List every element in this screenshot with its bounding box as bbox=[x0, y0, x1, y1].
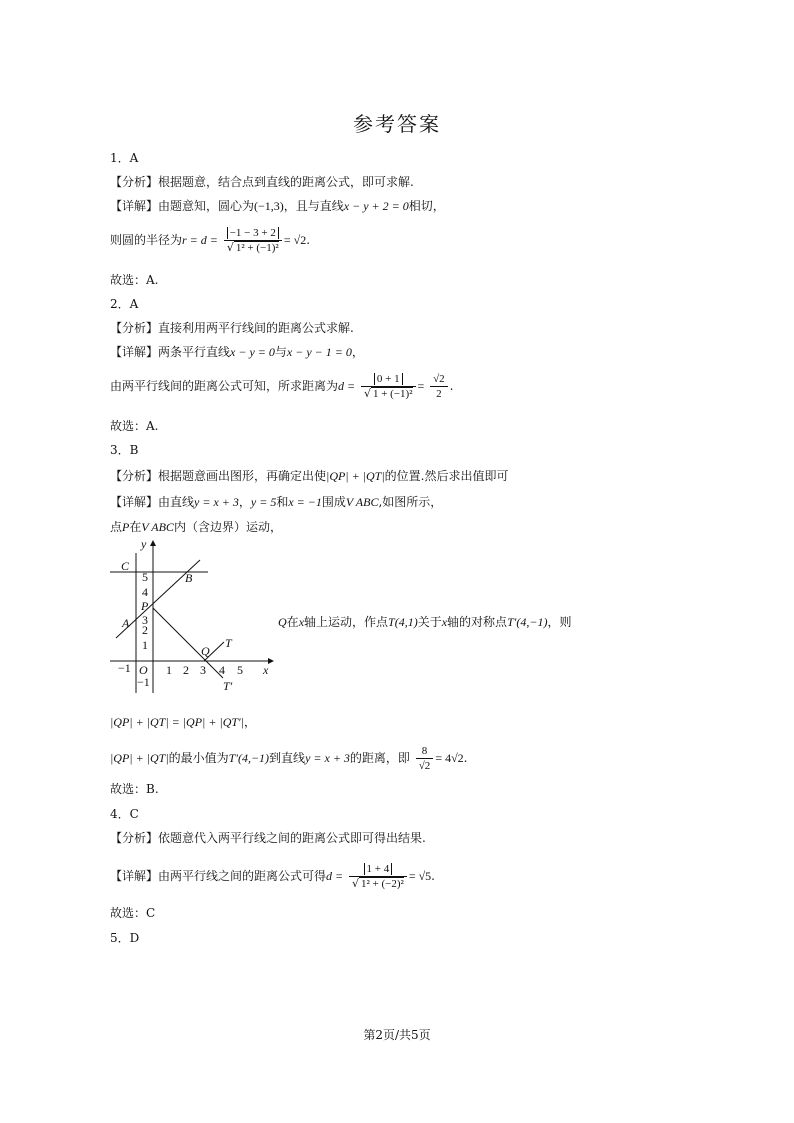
x-tick-3: 3 bbox=[200, 663, 206, 677]
q2-detail: 【详解】两条平行直线x − y = 0与x − y − 1 = 0， bbox=[110, 345, 364, 359]
x-axis-arrow-icon bbox=[268, 658, 274, 664]
x-tick-1: 1 bbox=[166, 663, 172, 677]
q4-choose: 故选：C bbox=[110, 906, 156, 920]
q4-analysis: 【分析】依题意代入两平行线之间的距离公式即可得出结果. bbox=[110, 831, 426, 845]
q2-fraction: $\frac{0 + 1}{\text{√ 1 + (−1)²}}$ bbox=[361, 372, 416, 401]
q4-number: 4．C bbox=[110, 807, 139, 821]
q1-radius: 则圆的半径为r = d = $\frac{-1 - 3 + 2}{\text{√ 1² + (−1)²}}$ = √2. bbox=[110, 227, 311, 254]
label-T: T bbox=[225, 636, 232, 650]
label-B: B bbox=[185, 571, 193, 585]
q1-number: 1．A bbox=[110, 151, 139, 165]
x-tick-neg1: −1 bbox=[118, 661, 131, 675]
x-tick-5: 5 bbox=[237, 663, 243, 677]
q3-point: 点P在V ABC内（含边界）运动， bbox=[110, 520, 282, 534]
q4-detail: 【详解】由两平行线之间的距离公式可得d = $\frac{1 + 4}{\text{√ 1² + (−2)²}}$ = √5. bbox=[110, 863, 435, 890]
q2-analysis: 【分析】直接利用两平行线间的距离公式求解. bbox=[110, 321, 354, 335]
y-tick-neg1: −1 bbox=[137, 675, 150, 689]
q3-choose: 故选：B. bbox=[110, 782, 159, 796]
q3-detail: 【详解】由直线y = x + 3，y = 5和x = −1围成V ABC,如图所示， bbox=[110, 495, 443, 509]
y-tick-4: 4 bbox=[142, 585, 148, 599]
y-tick-3: 3 bbox=[142, 613, 148, 627]
q3-number: 3．B bbox=[110, 443, 139, 457]
y-tick-1: 1 bbox=[142, 638, 148, 652]
x-tick-2: 2 bbox=[183, 663, 189, 677]
y-tick-5: 5 bbox=[142, 570, 148, 584]
q3-reflection-text: Q在x轴上运动，作点T(4,1)关于x轴的对称点T′(4,−1)，则 bbox=[278, 615, 572, 629]
q1-fraction: $\frac{-1 - 3 + 2}{\text{√ 1² + (−1)²}}$ bbox=[224, 226, 282, 255]
q1-detail: 【详解】由题意知，圆心为(−1,3)，且与直线x − y + 2 = 0相切， bbox=[110, 199, 445, 213]
label-T-prime: T′ bbox=[223, 679, 233, 693]
y-tick-2: 2 bbox=[142, 623, 148, 637]
q2-result-fraction: $\frac{√2}{2}$ bbox=[430, 372, 448, 401]
q3-analysis: 【分析】根据题意画出图形，再确定出使|QP| + |QT|的位置.然后求出值即可 bbox=[110, 469, 509, 483]
q3-minimum: |QP| + |QT|的最小值为T′(4,−1)到直线y = x + 3的距离，即 $\frac{8}{√2}$ = 4√2. bbox=[110, 745, 468, 772]
label-A: A bbox=[122, 616, 130, 630]
page-title: 参考答案 bbox=[353, 112, 441, 136]
q1-choose: 故选：A. bbox=[110, 273, 159, 287]
label-y: y bbox=[141, 538, 147, 551]
label-C: C bbox=[121, 559, 130, 573]
label-Q: Q bbox=[201, 644, 210, 658]
q2-number: 2．A bbox=[110, 297, 139, 311]
label-x: x bbox=[263, 663, 269, 677]
q3-coordinate-figure bbox=[108, 538, 274, 698]
q5-number: 5．D bbox=[110, 931, 140, 945]
q2-distance: 由两平行线间的距离公式可知，所求距离为d = $\frac{0 + 1}{\text{√ 1 + (−1)²}}$ = $\frac{√2}{2}$ . bbox=[110, 373, 454, 400]
q4-fraction: $\frac{1 + 4}{\text{√ 1² + (−2)²}}$ bbox=[349, 862, 407, 891]
q3-equality: |QP| + |QT| = |QP| + |QT′|， bbox=[110, 715, 256, 729]
q2-choose: 故选：A. bbox=[110, 419, 159, 433]
label-P: P bbox=[141, 599, 149, 613]
label-O: O bbox=[139, 663, 148, 677]
q1-analysis: 【分析】根据题意，结合点到直线的距离公式，即可求解. bbox=[110, 175, 414, 189]
page-footer: 第2页/共5页 bbox=[363, 1028, 431, 1042]
q3-min-fraction: $\frac{8}{√2}$ bbox=[416, 744, 434, 773]
y-axis-arrow-icon bbox=[150, 540, 156, 546]
x-tick-4: 4 bbox=[219, 663, 225, 677]
